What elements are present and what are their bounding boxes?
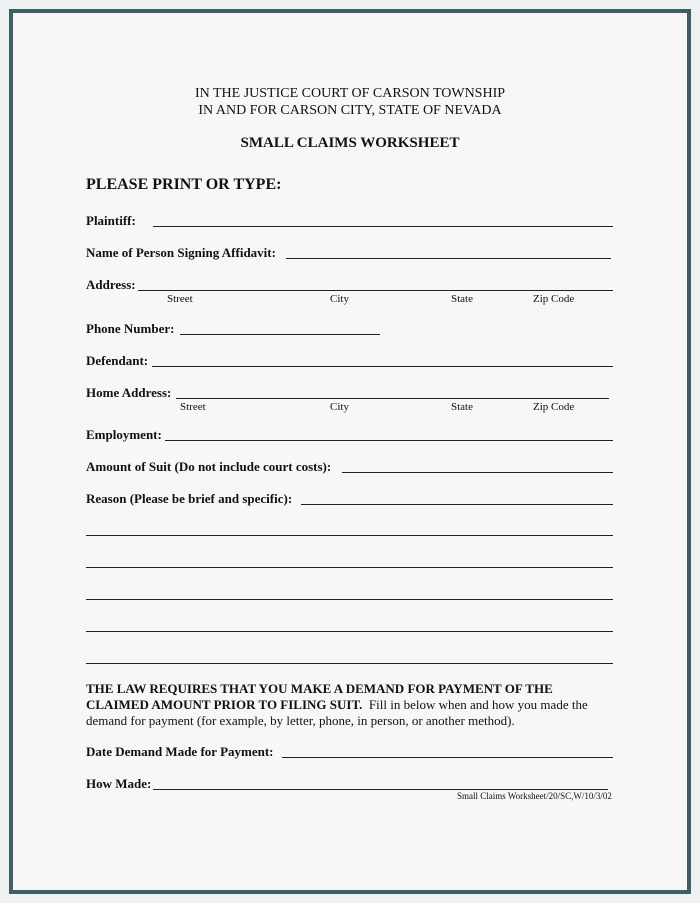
plaintiff-field[interactable] bbox=[153, 226, 613, 227]
reason-label: Reason (Please be brief and specific): bbox=[86, 491, 293, 506]
address-state-caption: State bbox=[451, 293, 473, 305]
defendant-label: Defendant: bbox=[86, 353, 149, 368]
address-street-caption: Street bbox=[167, 293, 193, 305]
amount-field[interactable] bbox=[342, 472, 613, 473]
date-demand-field[interactable] bbox=[282, 757, 613, 758]
amount-label: Amount of Suit (Do not include court costs): bbox=[86, 459, 332, 474]
reason-line[interactable] bbox=[86, 535, 613, 536]
address-label: Address: bbox=[86, 277, 136, 292]
law-notice-text: Fill in below when and how you made the demand for payment (for example, by letter, phone, in person, or another method). bbox=[86, 697, 588, 728]
how-made-label: How Made: bbox=[86, 776, 152, 791]
employment-label: Employment: bbox=[86, 427, 162, 442]
home-address-field[interactable] bbox=[176, 398, 609, 399]
form-title: SMALL CLAIMS WORKSHEET bbox=[240, 135, 460, 151]
reason-line[interactable] bbox=[86, 663, 613, 664]
defendant-field[interactable] bbox=[152, 366, 613, 367]
address-zip-caption: Zip Code bbox=[533, 293, 575, 305]
signer-field[interactable] bbox=[286, 258, 611, 259]
home-zip-caption: Zip Code bbox=[533, 401, 575, 413]
law-notice-bold: THE LAW REQUIRES THAT YOU MAKE A DEMAND FOR PAYMENT OF THE CLAIMED AMOUNT PRIOR TO FILING SUIT. bbox=[86, 681, 553, 712]
court-line-2: IN AND FOR CARSON CITY, STATE OF NEVADA bbox=[198, 103, 502, 118]
print-instruction: PLEASE PRINT OR TYPE: bbox=[86, 176, 282, 193]
employment-field[interactable] bbox=[165, 440, 613, 441]
home-address-label: Home Address: bbox=[86, 385, 172, 400]
reason-line[interactable] bbox=[86, 631, 613, 632]
court-line-1: IN THE JUSTICE COURT OF CARSON TOWNSHIP bbox=[194, 86, 506, 101]
law-notice bbox=[86, 681, 616, 729]
reason-line[interactable] bbox=[86, 567, 613, 568]
date-demand-label: Date Demand Made for Payment: bbox=[86, 744, 274, 759]
signer-label: Name of Person Signing Affidavit: bbox=[86, 245, 276, 260]
plaintiff-label: Plaintiff: bbox=[86, 213, 136, 228]
form-footer: Small Claims Worksheet/20/SC,W/10/3/02 bbox=[457, 791, 612, 801]
home-street-caption: Street bbox=[180, 401, 206, 413]
reason-line[interactable] bbox=[86, 599, 613, 600]
phone-label: Phone Number: bbox=[86, 321, 175, 336]
address-city-caption: City bbox=[330, 293, 349, 305]
home-state-caption: State bbox=[451, 401, 473, 413]
phone-field[interactable] bbox=[180, 334, 380, 335]
home-city-caption: City bbox=[330, 401, 349, 413]
how-made-field[interactable] bbox=[153, 789, 608, 790]
address-field[interactable] bbox=[138, 290, 613, 291]
reason-field[interactable] bbox=[301, 504, 613, 505]
